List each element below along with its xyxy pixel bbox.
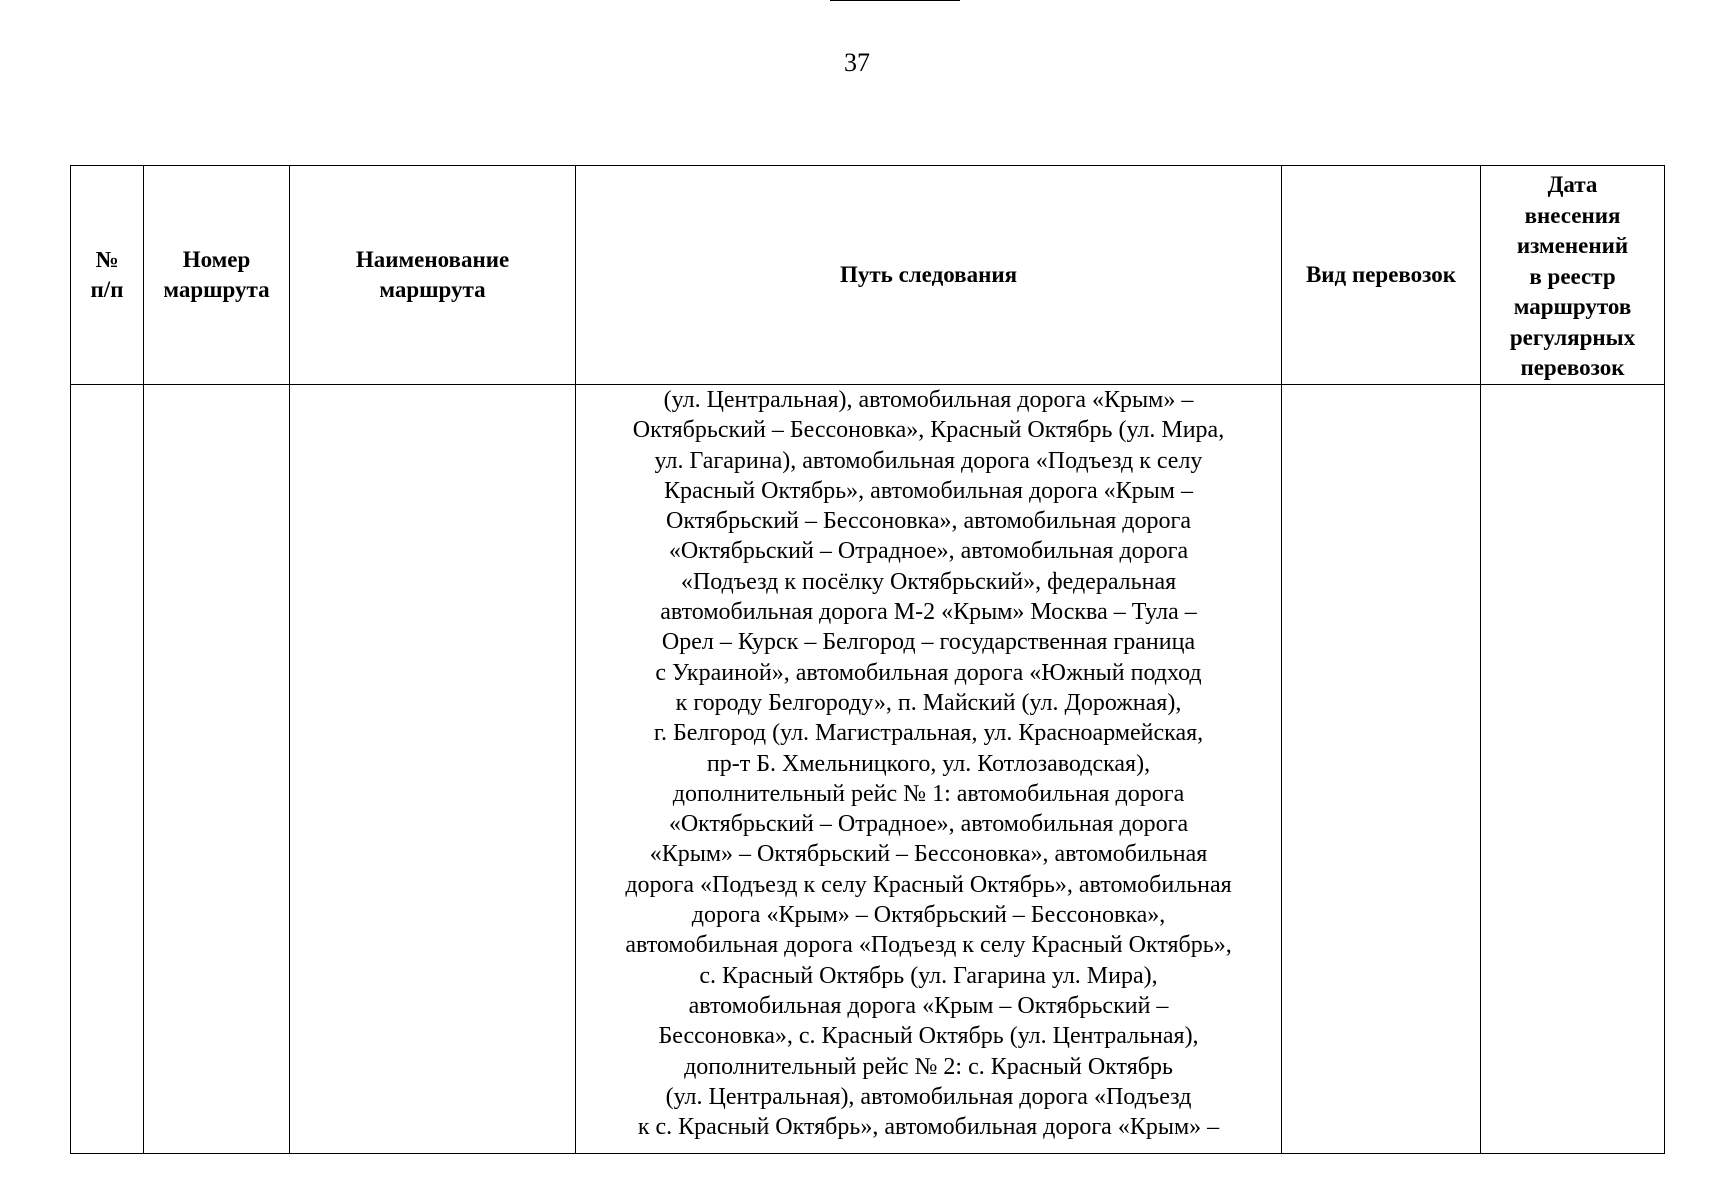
page-number: 37 <box>844 48 870 77</box>
table-header-row <box>71 166 1665 385</box>
header-route-name: Наименование маршрута <box>290 166 576 385</box>
table-row <box>71 385 1665 1154</box>
cell-num <box>71 385 144 1154</box>
top-edge-mark <box>830 0 960 1</box>
cell-transport-type <box>1282 385 1481 1154</box>
header-route-number: Номер маршрута <box>144 166 290 385</box>
cell-route-path: (ул. Центральная), автомобильная дорога «Крым» – Октябрьский – Бессоновка», Красный Октябрь (ул. Мира, ул. Гагарина), автомобильная дорога «Подъезд к селу Красный Октябрь», автомобильная дорога «Крым – Октябрьский – Бессоновка», автомобильная дорога «Октябрьский – Отрадное», автомобильная дорога «Подъезд к посёлку Октябрьский», федеральная автомобильная дорога М-2 «Крым» Москва – Тула – Орел – Курск – Белгород – государственная граница с Украиной», автомобильная дорога «Южный подход к городу Белгороду», п. Майский (ул. Дорожная), г. Белгород (ул. Магистральная, ул. Красноармейская, пр-т Б. Хмельницкого, ул. Котлозаводская), дополнительный рейс № 1: автомобильная дорога «Октябрьский – Отрадное», автомобильная дорога «Крым» – Октябрьский – Бессоновка», автомобильная дорога «Подъезд к селу Красный Октябрь», автомобильная дорога «Крым» – Октябрьский – Бессоновка», автомобильная дорога «Подъезд к селу Красный Октябрь», с. Красный Октябрь (ул. Гагарина ул. Мира), автомобильная дорога «Крым – Октябрьский – Бессоновка», с. Красный Октябрь (ул. Центральная), дополнительный рейс № 2: с. Красный Октябрь (ул. Центральная), автомобильная дорога «Подъезд к с. Красный Октябрь», автомобильная дорога «Крым» – <box>576 385 1282 1154</box>
cell-route-number <box>144 385 290 1154</box>
cell-route-name <box>290 385 576 1154</box>
header-change-date: Дата внесения изменений в реестр маршрутов регулярных перевозок <box>1481 166 1665 385</box>
routes-registry-table <box>70 165 1665 1154</box>
cell-change-date <box>1481 385 1665 1154</box>
header-route-path: Путь следования <box>576 166 1282 385</box>
header-transport-type: Вид перевозок <box>1282 166 1481 385</box>
header-num: № п/п <box>71 166 144 385</box>
